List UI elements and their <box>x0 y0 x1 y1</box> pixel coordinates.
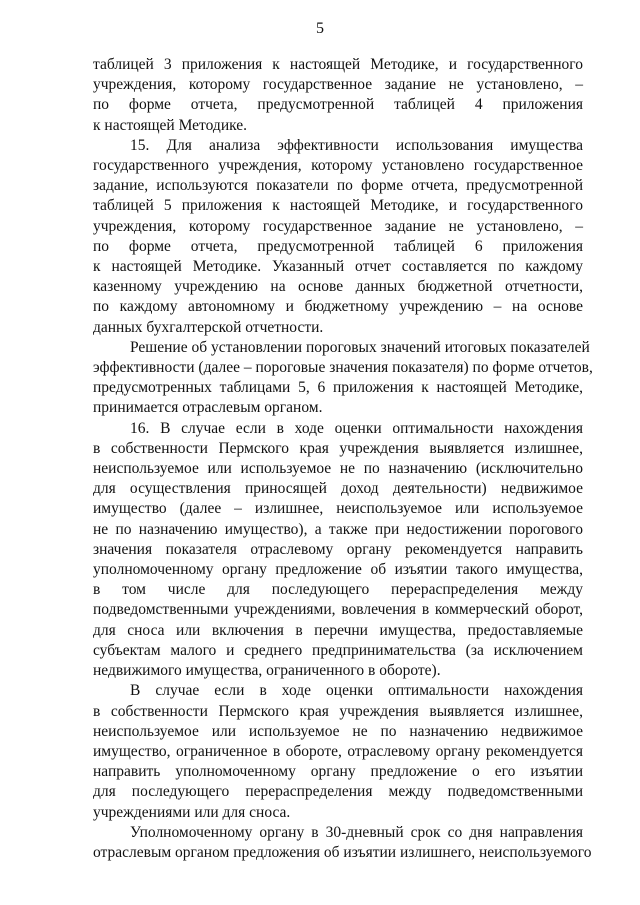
paragraph-line: для осуществления приносящей доход деятельности) недвижимое <box>93 480 583 498</box>
paragraph-line: 16. В случае если в ходе оценки оптимальности нахождения <box>130 419 583 437</box>
paragraph <box>93 681 583 822</box>
paragraph-line: в собственности Пермского края учреждения выявляется излишнее, <box>93 439 583 457</box>
paragraph-line: уполномоченному органу предложение об изъятии такого имущества, <box>93 561 583 579</box>
paragraph-line: к настоящей Методике. Указанный отчет составляется по каждому <box>93 258 583 276</box>
paragraph-line: подведомственными учреждениями, вовлечения в коммерческий оборот, <box>93 601 583 619</box>
paragraph-line: отраслевым органом предложения об изъятии излишнего, неиспользуемого <box>93 843 592 861</box>
paragraph-line: имущество, ограниченное в обороте, отраслевому органу рекомендуется <box>93 742 583 760</box>
paragraph-line: учреждения, которому государственное задание не установлено, – <box>93 76 583 94</box>
paragraph-line: не по назначению имущество), а также при недостижении порогового <box>93 520 583 538</box>
paragraph-line: учреждения, которому государственное задание не установлено, – <box>93 217 583 235</box>
page-number: 5 <box>316 20 324 37</box>
paragraph-line: в том числе для последующего перераспределения между <box>93 581 583 599</box>
paragraph-line: данных бухгалтерской отчетности. <box>93 318 324 336</box>
paragraph <box>93 136 583 338</box>
paragraph <box>93 823 592 863</box>
paragraph-line: государственного учреждения, которому установлено государственное <box>93 157 583 175</box>
paragraph-line: к настоящей Методике. <box>93 116 248 134</box>
paragraph-line: субъектам малого и среднего предпринимательства (за исключением <box>93 641 583 659</box>
paragraph-line: Решение об установлении пороговых значений итоговых показателей <box>130 338 590 356</box>
paragraph-line: таблицей 3 приложения к настоящей Методике, и государственного <box>93 56 583 73</box>
paragraph-line: 15. Для анализа эффективности использования имущества <box>130 136 583 154</box>
paragraph <box>93 419 583 682</box>
paragraph-line: в собственности Пермского края учреждения выявляется излишнее, <box>93 702 583 720</box>
document-body <box>93 55 593 863</box>
paragraph-line: неиспользуемое или используемое не по назначению (исключительно <box>93 460 583 478</box>
paragraph-line: имущество (далее – излишнее, неиспользуемое или используемое <box>93 500 583 518</box>
paragraph-line: по форме отчета, предусмотренной таблицей 4 приложения <box>93 96 583 114</box>
paragraph-line: значения показателя отраслевому органу рекомендуется направить <box>93 540 583 558</box>
paragraph-line: предусмотренных таблицами 5, 6 приложения к настоящей Методике, <box>93 379 583 397</box>
paragraph-line: принимается отраслевым органом. <box>93 399 323 417</box>
paragraph-line: Уполномоченному органу в 30-дневный срок со дня направления <box>130 823 583 841</box>
paragraph-line: по каждому автономному и бюджетному учреждению – на основе <box>93 298 583 316</box>
paragraph-line: задание, используются показатели по форме отчета, предусмотренной <box>93 177 583 195</box>
paragraph-line: по форме отчета, предусмотренной таблицей 6 приложения <box>93 237 583 255</box>
paragraph-line: В случае если в ходе оценки оптимальности нахождения <box>130 682 583 700</box>
paragraph <box>93 55 583 136</box>
paragraph-line: для последующего перераспределения между подведомственными <box>93 783 583 801</box>
paragraph-line: эффективности (далее – пороговые значения показателя) по форме отчетов, <box>93 359 593 377</box>
paragraph-line: казенному учреждению на основе данных бюджетной отчетности, <box>93 278 583 296</box>
paragraph-line: для сноса или включения в перечни имущества, предоставляемые <box>93 621 583 639</box>
paragraph-line: неиспользуемое или используемое не по назначению недвижимое <box>93 722 583 740</box>
paragraph-line: направить уполномоченному органу предложение о его изъятии <box>93 763 583 781</box>
paragraph-line: учреждениями или для сноса. <box>93 803 291 821</box>
paragraph <box>93 338 593 419</box>
paragraph-line: таблицей 5 приложения к настоящей Методике, и государственного <box>93 197 583 215</box>
paragraph-line: недвижимого имущества, ограниченного в обороте). <box>93 662 441 680</box>
